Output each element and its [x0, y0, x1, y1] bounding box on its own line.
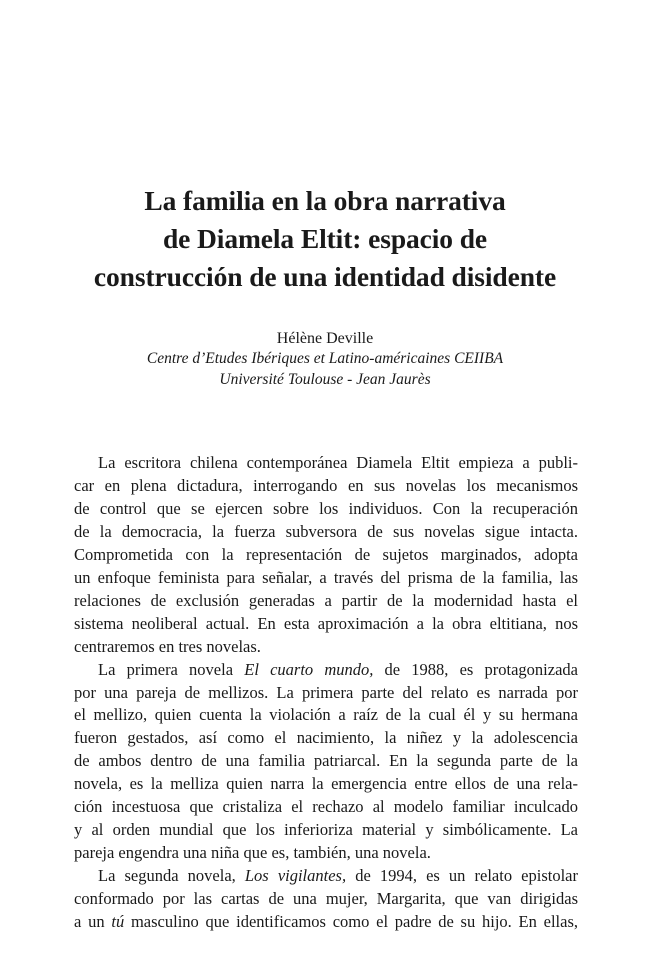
text-line: centraremos en tres novelas. — [74, 636, 261, 656]
text-line: sistema neoliberal actual. En esta aproximación a la obra eltitiana, nos — [74, 613, 578, 633]
text-line: La escritora chilena contemporánea Diamela Eltit empieza a publi- — [98, 453, 578, 472]
book-title: Los vigilantes, — [244, 866, 347, 886]
text-line — [74, 659, 578, 682]
text-line: ción incestuosa que cristaliza el rechazo al modelo familiar inculcado — [74, 797, 578, 817]
text-line: relaciones de exclusión generadas a partir de la modernidad hasta el — [74, 590, 578, 610]
text-line: de control que se ejercen sobre los individuos. Con la recuperación — [74, 498, 578, 518]
text-line: por una pareja de mellizos. La primera parte del relato es narrada por — [74, 682, 578, 702]
text-line: de ambos dentro de una familia patriarcal. En la segunda parte de la — [74, 751, 578, 771]
text-line: el mellizo, quien cuenta la violación a raíz de la cual él y su hermana — [74, 705, 578, 725]
text-line: de la democracia, la fuerza subversora de sus novelas sigue intacta. — [74, 521, 578, 541]
author-name: Hélène Deville — [276, 330, 374, 347]
paragraph — [74, 452, 578, 659]
article-body — [74, 452, 578, 934]
text-line: car en plena dictadura, interrogando en sus novelas los mecanismos — [74, 475, 578, 495]
text-line: pareja engendra una niña que es, también, una novela. — [74, 843, 431, 863]
text-run: de 1988, es protagonizada — [373, 659, 578, 679]
text-line — [74, 911, 578, 934]
text-run: La segunda novela, — [98, 866, 245, 886]
text-line: y al orden mundial que los inferioriza material y simbólicamente. La — [74, 820, 578, 840]
affiliation-line: Université Toulouse - Jean Jaurès — [219, 371, 431, 388]
emphasis: tú — [111, 912, 125, 932]
title-line: construcción de una identidad disidente — [93, 261, 557, 292]
text-line: conformado por las cartas de una mujer, Margarita, que van dirigidas — [74, 889, 578, 909]
text-line: fueron gestados, así como el nacimiento, la niñez y la adolescencia — [74, 728, 578, 748]
book-title: El cuarto mundo, — [244, 659, 374, 679]
text-run: de 1994, es un relato epistolar — [346, 866, 578, 886]
text-run: a un — [74, 912, 112, 932]
article-title — [40, 182, 610, 296]
title-line: de Diamela Eltit: espacio de — [162, 223, 488, 254]
text-run: La primera novela — [98, 659, 245, 679]
affiliation-line: Centre d’Etudes Ibériques et Latino-américaines CEIIBA — [146, 350, 504, 367]
paragraph — [74, 659, 578, 866]
text-run: masculino que identificamos como el padre de su hijo. En ellas, — [124, 912, 578, 932]
title-line: La familia en la obra narrativa — [144, 185, 506, 216]
text-line: Comprometida con la representación de sujetos marginados, adopta — [74, 544, 578, 564]
paragraph — [74, 865, 578, 934]
text-line: un enfoque feminista para señalar, a través del prisma de la familia, las — [74, 567, 578, 587]
text-line — [74, 865, 578, 888]
text-line: novela, es la melliza quien narra la emergencia entre ellos de una rela- — [74, 774, 578, 794]
